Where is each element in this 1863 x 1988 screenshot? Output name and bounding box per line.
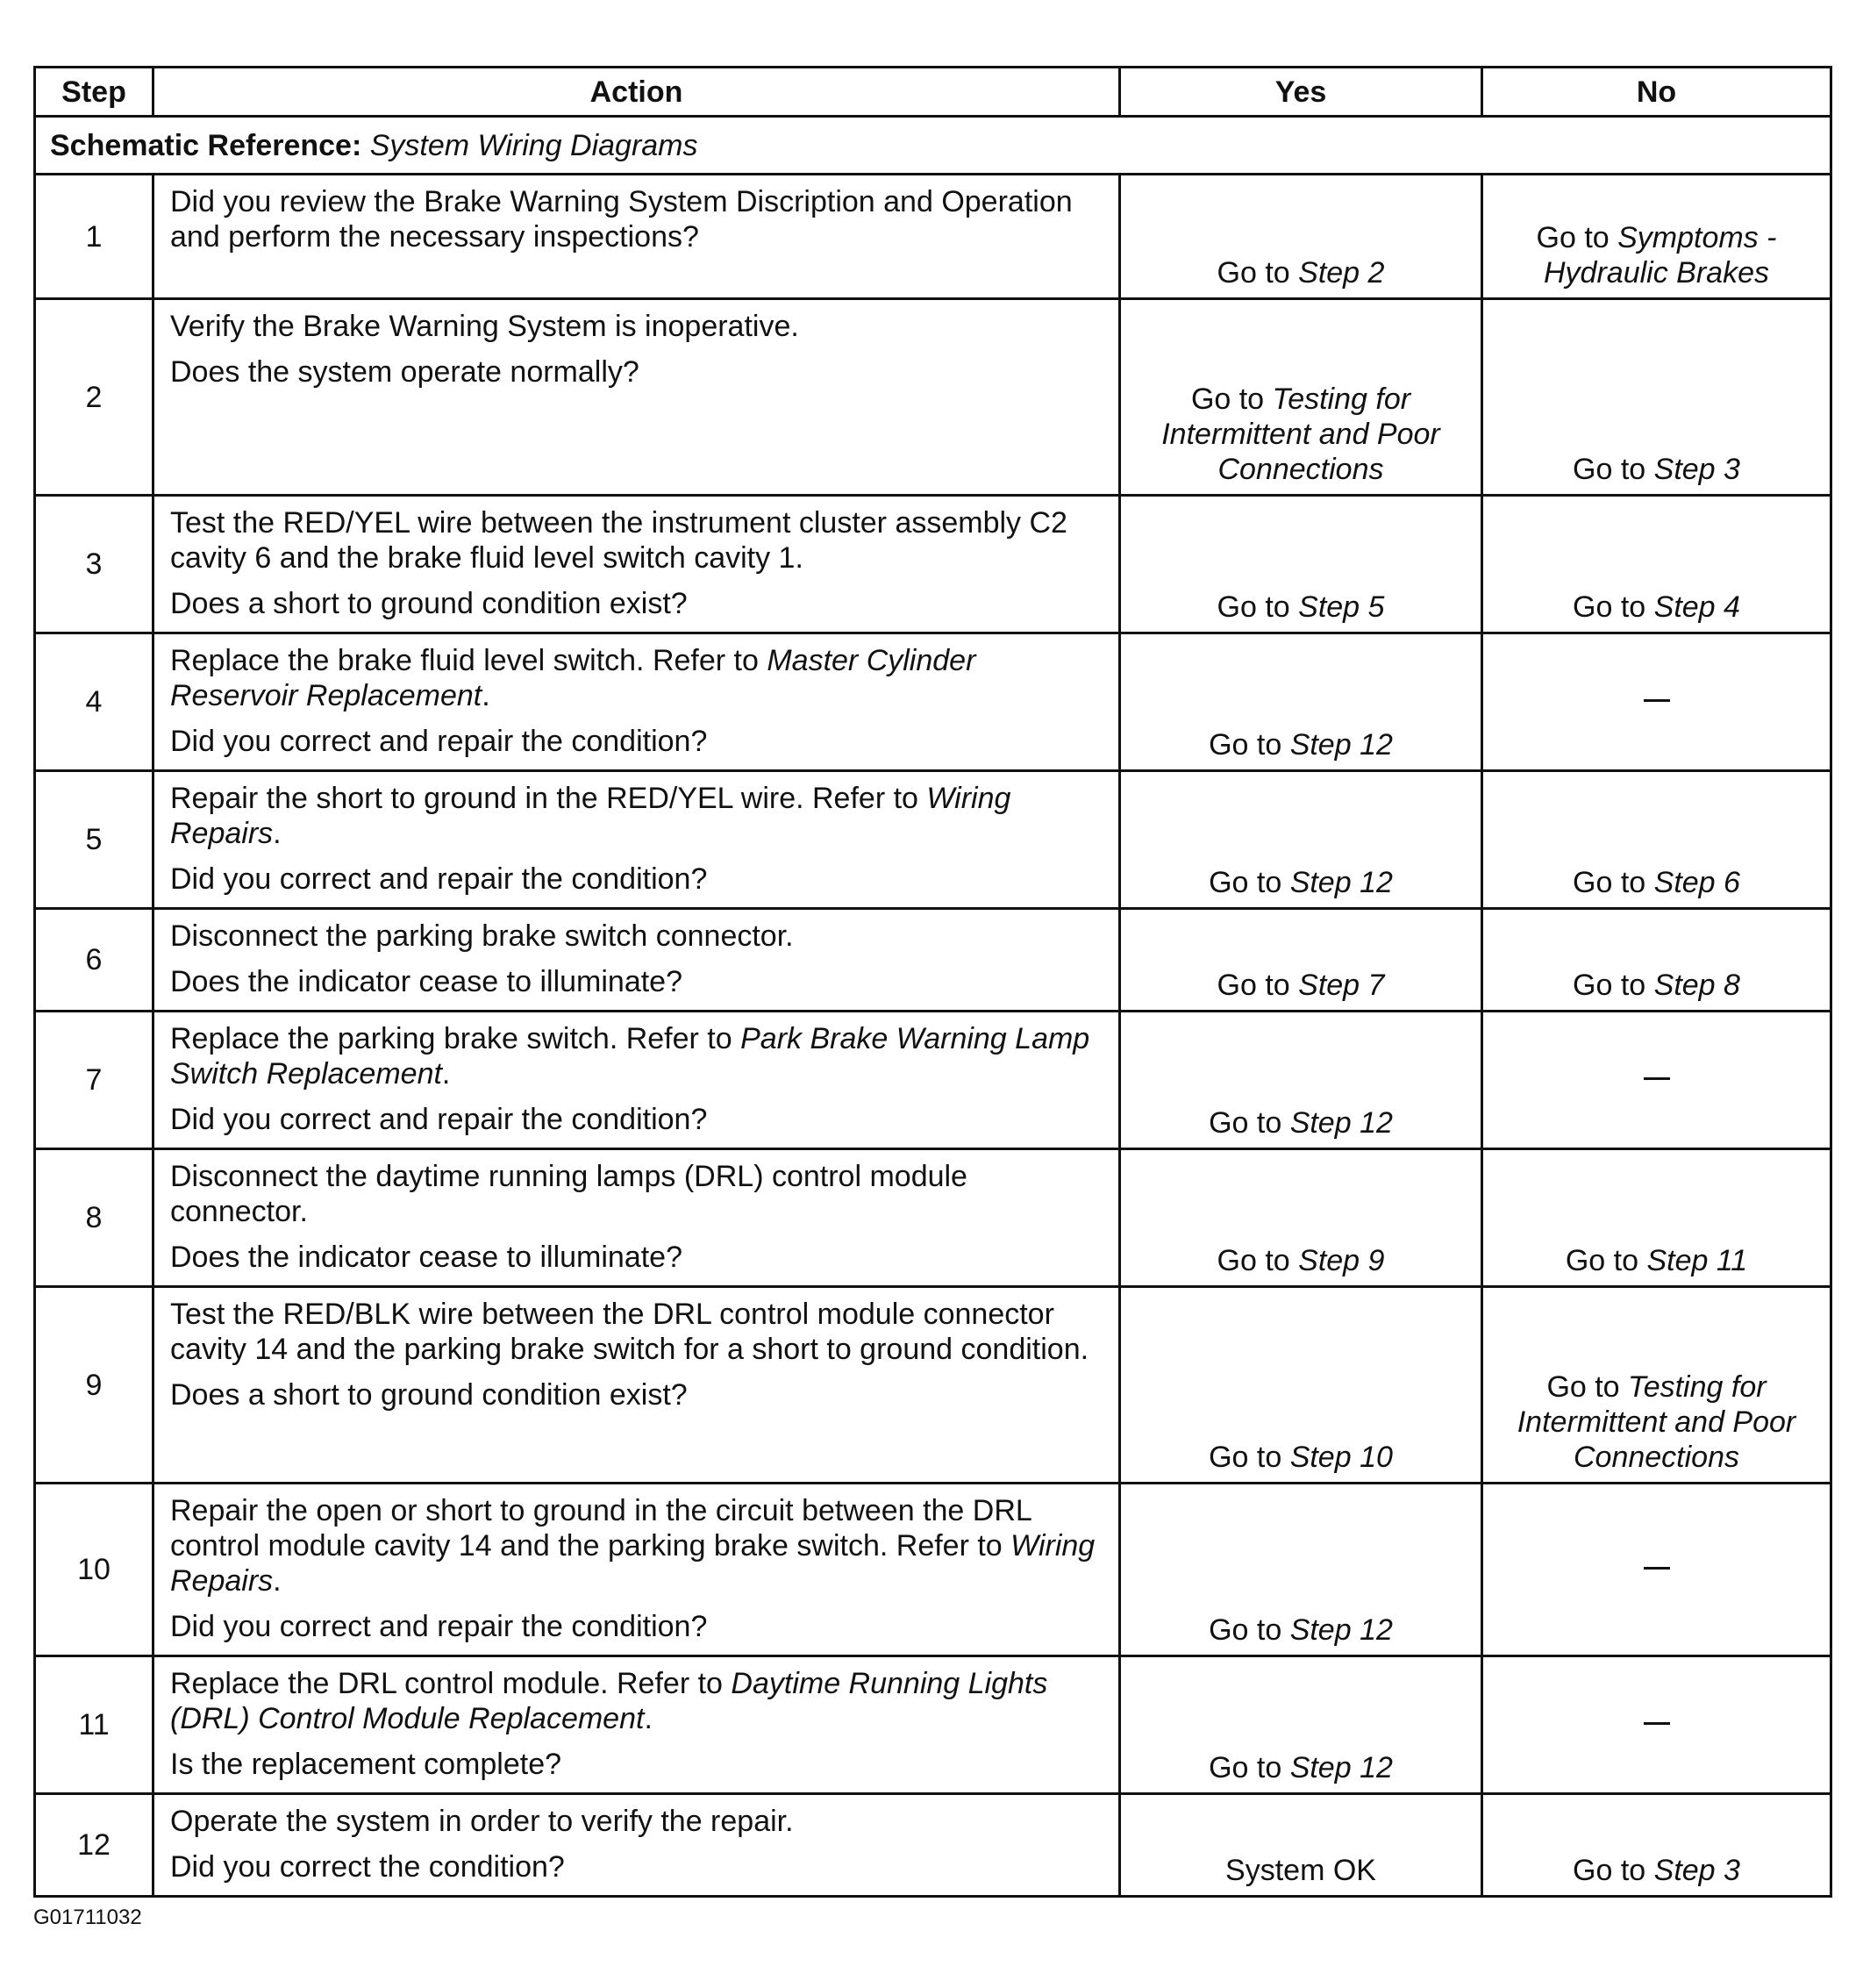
reference-link[interactable]: Step 10 [1289, 1441, 1393, 1474]
no-outcome [1482, 1656, 1831, 1794]
step-action [153, 299, 1120, 496]
header-row [35, 68, 1831, 117]
yes-outcome [1120, 633, 1482, 771]
action-paragraph [170, 1804, 1103, 1839]
reference-link[interactable]: Step 2 [1298, 256, 1385, 290]
text-segment: Go to [1209, 728, 1290, 762]
action-paragraph [170, 1666, 1103, 1736]
text-segment: Go to [1536, 221, 1618, 254]
text-segment: Go to [1217, 969, 1299, 1002]
step-number: 10 [35, 1484, 153, 1656]
yes-outcome [1120, 299, 1482, 496]
text-segment: Disconnect the daytime running lamps (DRL) control module connector. [170, 1160, 967, 1228]
reference-link[interactable]: Step 4 [1653, 590, 1740, 624]
reference-link[interactable]: Testing for Intermittent and Poor Connections [1161, 383, 1440, 486]
reference-link[interactable]: Wiring Repairs [170, 782, 1011, 850]
no-outcome [1482, 175, 1831, 299]
step-action [153, 1794, 1120, 1897]
header-action: Action [153, 68, 1120, 117]
header-yes: Yes [1120, 68, 1482, 117]
schematic-row [35, 117, 1831, 175]
text-segment: Does the indicator cease to illuminate? [170, 1241, 682, 1274]
reference-link[interactable]: Step 5 [1298, 590, 1385, 624]
text-segment: Replace the DRL control module. Refer to [170, 1667, 732, 1700]
reference-link[interactable]: Step 6 [1653, 866, 1740, 899]
text-segment: . [273, 817, 282, 850]
action-paragraph [170, 309, 1103, 344]
reference-link[interactable]: Step 8 [1653, 969, 1740, 1002]
text-segment: . [273, 1564, 282, 1598]
reference-link[interactable]: Step 12 [1289, 1613, 1393, 1647]
step-row [35, 1484, 1831, 1656]
action-paragraph [170, 1021, 1103, 1091]
step-action [153, 1656, 1120, 1794]
text-segment: Test the RED/BLK wire between the DRL control module connector cavity 14 and the parking brake switch for a short to ground condition. [170, 1298, 1089, 1366]
reference-link[interactable]: Step 11 [1646, 1244, 1748, 1277]
text-segment: Go to [1209, 866, 1290, 899]
step-row [35, 299, 1831, 496]
yes-outcome [1120, 496, 1482, 633]
text-segment: Did you correct and repair the condition? [170, 1103, 708, 1136]
action-paragraph [170, 1849, 1103, 1884]
no-outcome [1482, 299, 1831, 496]
text-segment: Go to [1217, 590, 1299, 624]
text-segment: Did you correct the condition? [170, 1850, 565, 1884]
step-row [35, 633, 1831, 771]
step-number: 4 [35, 633, 153, 771]
schematic-label: Schematic Reference: [50, 128, 362, 162]
reference-link[interactable]: Step 12 [1289, 1751, 1393, 1784]
no-outcome [1482, 1149, 1831, 1287]
reference-link[interactable]: Daytime Running Lights (DRL) Control Module Replacement [170, 1667, 1048, 1735]
text-segment: Go to [1573, 969, 1654, 1002]
text-segment: Go to [1546, 1370, 1629, 1404]
text-segment: System OK [1225, 1854, 1376, 1887]
text-segment: Does the system operate normally? [170, 355, 639, 389]
yes-outcome [1120, 909, 1482, 1012]
step-number: 12 [35, 1794, 153, 1897]
reference-link[interactable]: Step 3 [1653, 1854, 1740, 1887]
text-segment: . [482, 679, 490, 712]
text-segment: Test the RED/YEL wire between the instrument cluster assembly C2 cavity 6 and the brake fluid level switch cavity 1. [170, 506, 1067, 575]
step-row [35, 175, 1831, 299]
yes-outcome [1120, 771, 1482, 909]
text-segment: Replace the brake fluid level switch. Refer to [170, 644, 767, 677]
step-number: 3 [35, 496, 153, 633]
not-applicable-dash [1644, 1722, 1670, 1725]
text-segment: Go to [1573, 590, 1654, 624]
yes-outcome [1120, 175, 1482, 299]
text-segment: Go to [1217, 1244, 1299, 1277]
diagnostic-table [33, 66, 1832, 1898]
text-segment: Go to [1209, 1613, 1290, 1647]
step-action [153, 1012, 1120, 1149]
header-step: Step [35, 68, 153, 117]
step-action [153, 175, 1120, 299]
step-row [35, 1656, 1831, 1794]
text-segment: Is the replacement complete? [170, 1748, 562, 1781]
yes-outcome [1120, 1484, 1482, 1656]
reference-link[interactable]: Park Brake Warning Lamp Switch Replacement [170, 1022, 1090, 1091]
not-applicable-dash [1644, 1567, 1670, 1570]
text-segment: Does a short to ground condition exist? [170, 1378, 688, 1412]
yes-outcome [1120, 1656, 1482, 1794]
reference-link[interactable]: Step 3 [1653, 453, 1740, 486]
text-segment: Operate the system in order to verify the repair. [170, 1805, 794, 1838]
step-action [153, 771, 1120, 909]
reference-link[interactable]: Master Cylinder Reservoir Replacement [170, 644, 976, 712]
action-paragraph [170, 862, 1103, 897]
no-outcome [1482, 909, 1831, 1012]
no-outcome [1482, 496, 1831, 633]
yes-outcome [1120, 1012, 1482, 1149]
step-number: 11 [35, 1656, 153, 1794]
step-action [153, 1484, 1120, 1656]
schematic-reference [35, 117, 1831, 175]
not-applicable-dash [1644, 1077, 1670, 1080]
table-body [35, 117, 1831, 1897]
text-segment: Did you correct and repair the condition? [170, 862, 708, 896]
text-segment: Verify the Brake Warning System is inoperative. [170, 310, 799, 343]
reference-link[interactable]: Symptoms - Hydraulic Brakes [1544, 221, 1777, 290]
yes-outcome [1120, 1287, 1482, 1484]
reference-link[interactable]: Testing for Intermittent and Poor Connections [1517, 1370, 1796, 1474]
no-outcome [1482, 1794, 1831, 1897]
text-segment: Does a short to ground condition exist? [170, 587, 688, 620]
action-paragraph [170, 964, 1103, 999]
text-segment: Did you review the Brake Warning System Discription and Operation and perform the necessary inspections? [170, 185, 1073, 254]
text-segment: Repair the open or short to ground in the circuit between the DRL control module cavity 14 and the parking brake switch. Refer to [170, 1494, 1031, 1563]
action-paragraph [170, 1493, 1103, 1598]
action-paragraph [170, 1102, 1103, 1137]
reference-link[interactable]: Step 12 [1289, 728, 1393, 762]
action-paragraph [170, 354, 1103, 390]
step-row [35, 496, 1831, 633]
action-paragraph [170, 724, 1103, 759]
action-paragraph [170, 1377, 1103, 1412]
step-action [153, 496, 1120, 633]
not-applicable-dash [1644, 699, 1670, 702]
action-paragraph [170, 781, 1103, 851]
step-action [153, 909, 1120, 1012]
action-paragraph [170, 184, 1103, 254]
text-segment: Go to [1573, 453, 1654, 486]
no-outcome [1482, 1012, 1831, 1149]
step-row [35, 1149, 1831, 1287]
header-no: No [1482, 68, 1831, 117]
action-paragraph [170, 1297, 1103, 1367]
step-number: 2 [35, 299, 153, 496]
action-paragraph [170, 643, 1103, 713]
no-outcome [1482, 1287, 1831, 1484]
step-row [35, 1012, 1831, 1149]
step-action [153, 633, 1120, 771]
step-number: 1 [35, 175, 153, 299]
text-segment: Go to [1209, 1751, 1290, 1784]
no-outcome [1482, 1484, 1831, 1656]
figure-id: G01711032 [33, 1906, 142, 1929]
text-segment: Go to [1573, 866, 1654, 899]
text-segment: Did you correct and repair the condition? [170, 1610, 708, 1643]
step-number: 7 [35, 1012, 153, 1149]
text-segment: . [644, 1702, 653, 1735]
text-segment: Disconnect the parking brake switch connector. [170, 919, 794, 953]
action-paragraph [170, 1747, 1103, 1782]
no-outcome [1482, 633, 1831, 771]
text-segment: Go to [1190, 383, 1273, 416]
text-segment: Replace the parking brake switch. Refer to [170, 1022, 741, 1055]
step-row [35, 1287, 1831, 1484]
text-segment: . [441, 1057, 451, 1091]
no-outcome [1482, 771, 1831, 909]
step-action [153, 1287, 1120, 1484]
step-number: 9 [35, 1287, 153, 1484]
step-number: 6 [35, 909, 153, 1012]
action-paragraph [170, 1159, 1103, 1229]
step-number: 5 [35, 771, 153, 909]
yes-outcome [1120, 1149, 1482, 1287]
text-segment: Go to [1217, 256, 1299, 290]
text-segment: Repair the short to ground in the RED/YEL wire. Refer to [170, 782, 927, 815]
action-paragraph [170, 586, 1103, 621]
diagnostic-page [33, 66, 1830, 1898]
text-segment: Go to [1209, 1106, 1290, 1140]
text-segment: Go to [1565, 1244, 1647, 1277]
reference-link[interactable]: Step 12 [1289, 1106, 1393, 1140]
text-segment: Did you correct and repair the condition? [170, 725, 708, 758]
step-row [35, 1794, 1831, 1897]
reference-link[interactable]: Step 7 [1298, 969, 1385, 1002]
schematic-link[interactable]: System Wiring Diagrams [369, 128, 698, 162]
reference-link[interactable]: Wiring Repairs [170, 1529, 1096, 1598]
text-segment: Go to [1209, 1441, 1290, 1474]
step-action [153, 1149, 1120, 1287]
text-segment: Does the indicator cease to illuminate? [170, 965, 682, 998]
step-row [35, 771, 1831, 909]
step-row [35, 909, 1831, 1012]
yes-outcome [1120, 1794, 1482, 1897]
action-paragraph [170, 919, 1103, 954]
action-paragraph [170, 1609, 1103, 1644]
step-number: 8 [35, 1149, 153, 1287]
action-paragraph [170, 1240, 1103, 1275]
reference-link[interactable]: Step 12 [1289, 866, 1393, 899]
reference-link[interactable]: Step 9 [1298, 1244, 1385, 1277]
action-paragraph [170, 505, 1103, 576]
text-segment: Go to [1573, 1854, 1654, 1887]
